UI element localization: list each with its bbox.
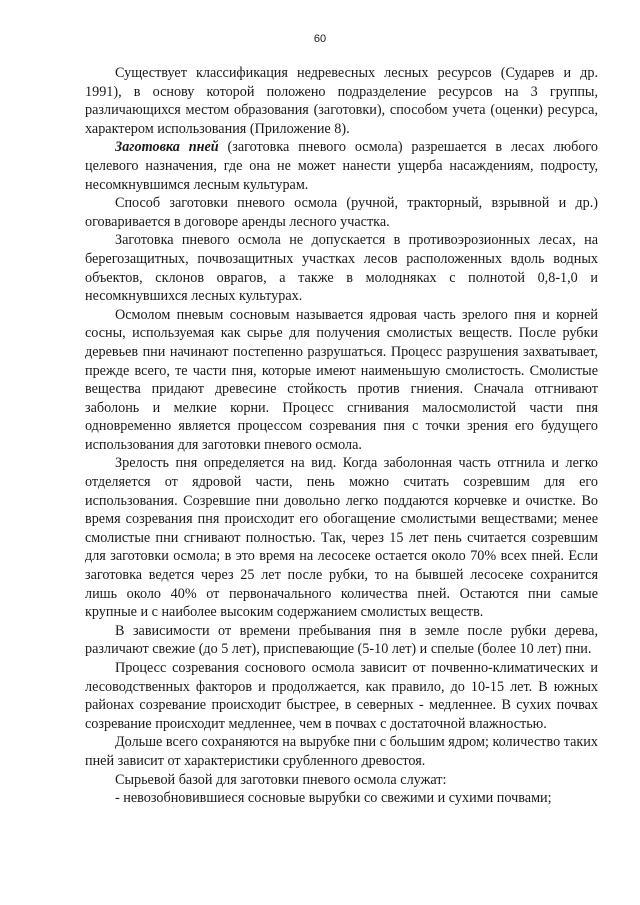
paragraph-text: Заготовка пневого осмола не допускается в противоэрозионных лесах, на берегозащитных, почвозащитных участках лесов расположенных вдоль водных объектов, склонов оврагов, а также в молодняках с полнотой 0,8-1,0 и несомкнувшихся лесных культурах. <box>85 232 598 305</box>
paragraph-stump-maturity <box>85 454 598 621</box>
paragraph-classification <box>85 64 598 138</box>
paragraph-lead-term: Заготовка пней <box>115 139 219 156</box>
paragraph-raw-material-base <box>85 771 598 790</box>
paragraph-text: Существует классификация недревесных лесных ресурсов (Сударев и др. 1991), в основу которой положено подразделение ресурсов на 3 группы, различающихся местом образования (заготовки), способом учета (оценки) ресурса, характером использования (Приложение 8). <box>85 65 598 137</box>
paragraph-text: Процесс созревания соснового осмола зависит от почвенно-климатических и лесоводственных факторов и продолжается, как правило, до 10-15 лет. В южных районах созревание происходит быстрее, в северных - медленнее. В сухих почвах созревание происходит медленнее, чем в почвах с достаточной влажностью. <box>85 660 598 732</box>
paragraph-pine-stump-resin <box>85 306 598 455</box>
page-number: 60 <box>313 33 327 45</box>
list-item-clearings <box>85 789 598 808</box>
paragraph-restrictions <box>85 231 598 305</box>
paragraph-stump-harvesting <box>85 138 598 194</box>
paragraph-maturation-factors <box>85 659 598 733</box>
paragraph-text: В зависимости от времени пребывания пня в земле после рубки дерева, различают свежие (до 5 лет), приспевающие (5-10 лет) и спелые (более 10 лет) пни. <box>85 622 598 658</box>
paragraph-harvest-method <box>85 194 598 231</box>
paragraph-large-core-stumps <box>85 733 598 770</box>
paragraph-text: Сырьевой базой для заготовки пневого осмола служат: <box>115 771 447 788</box>
paragraph-stump-age-classes <box>85 622 598 659</box>
paragraph-text: Способ заготовки пневого осмола (ручной, тракторный, взрывной и др.) оговаривается в договоре аренды лесного участка. <box>85 195 598 230</box>
page-body <box>85 64 598 808</box>
paragraph-text: (заготовка пневого осмола) разрешается в лесах любого целевого назначения, где она не может нанести ущерба насаждениям, подросту, несомкнувшимся лесным культурам. <box>85 139 598 193</box>
paragraph-text: Зрелость пня определяется на вид. Когда заболонная часть отгнила и легко отделяется от ядровой части, пень можно считать созревшим для его использования. Созревшие пни довольно легко поддаются корчевке и очистке. Во время созревания пня происходит его обогащение смолистыми веществами; менее смолистые пни сгнивают полностью. Так, через 15 лет пень считается созревшим для заготовки осмола; в это время на лесосеке остается около 70% всех пней. Если заготовка ведется через 25 лет после рубки, то на бывшей лесосеке сохранится лишь около 40% от первоначального количества пней. Остаются пни самые крупные и с наиболее высоким содержанием смолистых веществ. <box>85 455 598 621</box>
paragraph-text: Дольше всего сохраняются на вырубке пни с большим ядром; количество таких пней зависит от характеристики срубленного древостоя. <box>85 734 598 769</box>
paragraph-text: Осмолом пневым сосновым называется ядровая часть зрелого пня и корней сосны, используемая как сырье для получения смолистых веществ. После рубки деревьев пни начинают постепенно разрушаться. Процесс разрушения захватывает, прежде всего, те части пня, которые имеют наименьшую смолистость. Смолистые вещества придают древесине стойкость против гниения. Сначала отгнивают заболонь и мелкие корни. Процесс сгнивания малосмолистой части пня одновременно является процессом созревания пня с точки зрения его будущего использования для заготовки пневого осмола. <box>85 306 598 453</box>
paragraph-text: - невозобновившиеся сосновые вырубки со свежими и сухими почвами; <box>115 790 552 807</box>
